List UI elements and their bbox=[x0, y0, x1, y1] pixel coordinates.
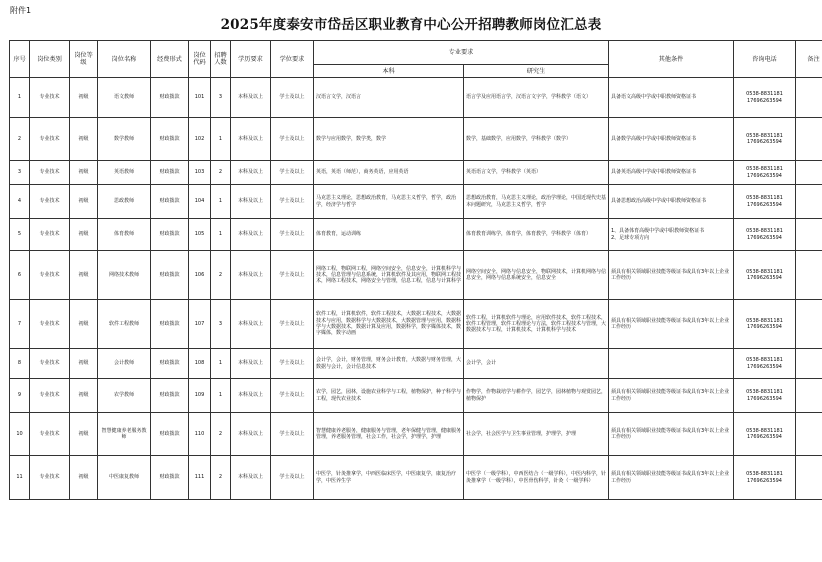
header-phone: 咨询电话 bbox=[734, 41, 796, 78]
header-remark: 备注 bbox=[796, 41, 822, 78]
cell-other: 具备思想政治高级中学或中职教师资格证书 bbox=[609, 185, 734, 219]
cell-phone: 0538-8831181 17696263594 bbox=[734, 349, 796, 379]
cell-bachelor: 体育教育，运动训练 bbox=[314, 219, 464, 251]
cell-education: 本科及以上 bbox=[231, 219, 271, 251]
header-post-name: 岗位名称 bbox=[98, 41, 151, 78]
cell-post-name: 体育教师 bbox=[98, 219, 151, 251]
cell-phone: 0538-8831181 17696263594 bbox=[734, 161, 796, 185]
table-row bbox=[10, 349, 822, 379]
header-grade: 岗位等级 bbox=[70, 41, 98, 78]
cell-category: 专业技术 bbox=[30, 379, 70, 413]
cell-other: 具备数学高级中学或中职教师资格证书 bbox=[609, 118, 734, 161]
table-row bbox=[10, 78, 822, 118]
header-count: 招聘人数 bbox=[211, 41, 231, 78]
cell-graduate: 数学，基础数学，应用数学，学科教学（数学） bbox=[464, 118, 609, 161]
cell-phone: 0538-8831181 17696263594 bbox=[734, 413, 796, 456]
cell-bachelor: 汉语言文学，汉语言 bbox=[314, 78, 464, 118]
cell-phone: 0538-8831181 17696263594 bbox=[734, 300, 796, 349]
cell-bachelor: 智慧健康养老服务，健康服务与管理，老年保健与管理，健康服务管理，养老服务管理，社会工作，社会学，护理学，护理 bbox=[314, 413, 464, 456]
cell-degree: 学士及以上 bbox=[271, 379, 314, 413]
cell-post-code: 101 bbox=[189, 78, 211, 118]
cell-education: 本科及以上 bbox=[231, 349, 271, 379]
cell-graduate: 英语语言文学，学科教学（英语） bbox=[464, 161, 609, 185]
header-post-code: 岗位代码 bbox=[189, 41, 211, 78]
cell-bachelor: 农学，园艺，园林，设施农业科学与工程，植物保护，种子科学与工程，现代农业技术 bbox=[314, 379, 464, 413]
table-row bbox=[10, 219, 822, 251]
cell-remark bbox=[796, 456, 822, 500]
cell-remark bbox=[796, 78, 822, 118]
cell-funding: 财政拨款 bbox=[151, 300, 189, 349]
cell-count: 1 bbox=[211, 185, 231, 219]
cell-graduate: 思想政治教育，马克思主义理论，政治学理论，中国近现代史基本问题研究，马克思主义哲学，哲学 bbox=[464, 185, 609, 219]
cell-post-code: 102 bbox=[189, 118, 211, 161]
cell-category: 专业技术 bbox=[30, 118, 70, 161]
cell-bachelor: 英语，英语（师范），商务英语，应用英语 bbox=[314, 161, 464, 185]
cell-other: 须具有相关领域职业技能等级证书或具有3年以上企业工作经历 bbox=[609, 251, 734, 300]
cell-post-name: 数学教师 bbox=[98, 118, 151, 161]
cell-post-name: 语文教师 bbox=[98, 78, 151, 118]
cell-seq: 4 bbox=[10, 185, 30, 219]
cell-funding: 财政拨款 bbox=[151, 161, 189, 185]
cell-seq: 1 bbox=[10, 78, 30, 118]
cell-grade: 初级 bbox=[70, 118, 98, 161]
cell-post-code: 103 bbox=[189, 161, 211, 185]
cell-seq: 6 bbox=[10, 251, 30, 300]
cell-bachelor: 软件工程，计算机软件，软件工程技术，大数据工程技术，大数据技术与应用，数据科学与大数据技术，大数据管理与应用，数据科学与大数据技术，数据计算及应用，数据科学，数字媒体技术，数字媒体，数字动画 bbox=[314, 300, 464, 349]
cell-count: 1 bbox=[211, 349, 231, 379]
cell-post-name: 智慧健康养老服务教师 bbox=[98, 413, 151, 456]
cell-degree: 学士及以上 bbox=[271, 300, 314, 349]
cell-degree: 学士及以上 bbox=[271, 349, 314, 379]
cell-category: 专业技术 bbox=[30, 456, 70, 500]
cell-graduate: 软件工程，计算机软件与理论，应用软件技术，软件工程技术，软件工程管理，软件工程理论与方法，软件工程技术与管理，大数据技术与工程，计算机技术，计算机科学与技术 bbox=[464, 300, 609, 349]
cell-degree: 学士及以上 bbox=[271, 185, 314, 219]
cell-degree: 学士及以上 bbox=[271, 251, 314, 300]
cell-post-name: 网络技术教师 bbox=[98, 251, 151, 300]
header-graduate: 研究生 bbox=[464, 65, 609, 78]
header-education: 学历要求 bbox=[231, 41, 271, 78]
cell-other: 具备语文高级中学或中职教师资格证书 bbox=[609, 78, 734, 118]
table-row bbox=[10, 118, 822, 161]
cell-graduate: 网络空间安全，网络与信息安全，物联网技术，计算机网络与信息安全，网络与信息系统安全，信息安全 bbox=[464, 251, 609, 300]
cell-category: 专业技术 bbox=[30, 185, 70, 219]
cell-other: 具备英语高级中学或中职教师资格证书 bbox=[609, 161, 734, 185]
cell-post-name: 会计教师 bbox=[98, 349, 151, 379]
cell-count: 1 bbox=[211, 219, 231, 251]
cell-count: 3 bbox=[211, 300, 231, 349]
cell-remark bbox=[796, 251, 822, 300]
cell-seq: 7 bbox=[10, 300, 30, 349]
table-row bbox=[10, 161, 822, 185]
cell-education: 本科及以上 bbox=[231, 185, 271, 219]
cell-phone: 0538-8831181 17696263594 bbox=[734, 456, 796, 500]
cell-seq: 3 bbox=[10, 161, 30, 185]
cell-phone: 0538-8831181 17696263594 bbox=[734, 185, 796, 219]
header-degree: 学位要求 bbox=[271, 41, 314, 78]
cell-other bbox=[609, 349, 734, 379]
cell-education: 本科及以上 bbox=[231, 161, 271, 185]
cell-phone: 0538-8831181 17696263594 bbox=[734, 78, 796, 118]
cell-other: 须具有相关领域职业技能等级证书或具有3年以上企业工作经历 bbox=[609, 300, 734, 349]
cell-funding: 财政拨款 bbox=[151, 118, 189, 161]
table-row bbox=[10, 185, 822, 219]
cell-funding: 财政拨款 bbox=[151, 78, 189, 118]
cell-remark bbox=[796, 300, 822, 349]
cell-remark bbox=[796, 413, 822, 456]
table-row bbox=[10, 456, 822, 500]
cell-other: 1、具备体育高级中学或中职教师资格证书 2、足球专项方向 bbox=[609, 219, 734, 251]
cell-post-code: 108 bbox=[189, 349, 211, 379]
cell-count: 2 bbox=[211, 251, 231, 300]
cell-degree: 学士及以上 bbox=[271, 413, 314, 456]
cell-education: 本科及以上 bbox=[231, 300, 271, 349]
cell-category: 专业技术 bbox=[30, 219, 70, 251]
page-title: 2025年度泰安市岱岳区职业教育中心公开招聘教师岗位汇总表 bbox=[220, 17, 602, 33]
cell-phone: 0538-8831181 17696263594 bbox=[734, 219, 796, 251]
table-row bbox=[10, 300, 822, 349]
cell-remark bbox=[796, 185, 822, 219]
cell-seq: 2 bbox=[10, 118, 30, 161]
cell-post-code: 106 bbox=[189, 251, 211, 300]
cell-education: 本科及以上 bbox=[231, 413, 271, 456]
table-row bbox=[10, 413, 822, 456]
cell-post-code: 111 bbox=[189, 456, 211, 500]
cell-graduate: 语言学及应用语言学，汉语言文字学，学科教学（语文） bbox=[464, 78, 609, 118]
cell-seq: 5 bbox=[10, 219, 30, 251]
cell-count: 2 bbox=[211, 456, 231, 500]
header-other: 其他条件 bbox=[609, 41, 734, 78]
header-seq: 序号 bbox=[10, 41, 30, 78]
cell-bachelor: 中医学，针灸推拿学，中西医临床医学，中医康复学，康复治疗学，中医养生学 bbox=[314, 456, 464, 500]
cell-degree: 学士及以上 bbox=[271, 118, 314, 161]
cell-grade: 初级 bbox=[70, 78, 98, 118]
cell-seq: 10 bbox=[10, 413, 30, 456]
cell-phone: 0538-8831181 17696263594 bbox=[734, 379, 796, 413]
cell-graduate: 会计学，会计 bbox=[464, 349, 609, 379]
cell-grade: 初级 bbox=[70, 251, 98, 300]
cell-grade: 初级 bbox=[70, 413, 98, 456]
cell-post-code: 107 bbox=[189, 300, 211, 349]
cell-bachelor: 数学与应用数学，数学类，数学 bbox=[314, 118, 464, 161]
cell-bachelor: 会计学，会计，财务管理，财务会计教育，大数据与财务管理，大数据与会计，会计信息技术 bbox=[314, 349, 464, 379]
cell-other: 须具有相关领域职业技能等级证书或具有3年以上企业工作经历 bbox=[609, 413, 734, 456]
cell-other: 须具有相关领域职业技能等级证书或具有3年以上企业工作经历 bbox=[609, 456, 734, 500]
cell-funding: 财政拨款 bbox=[151, 349, 189, 379]
cell-grade: 初级 bbox=[70, 219, 98, 251]
cell-degree: 学士及以上 bbox=[271, 78, 314, 118]
cell-grade: 初级 bbox=[70, 379, 98, 413]
cell-graduate: 中医学（一级学科），中西医结合（一级学科），中医内科学，针灸推拿学（一级学科），中医骨伤科学，针灸（一级学科） bbox=[464, 456, 609, 500]
cell-post-name: 中医康复教师 bbox=[98, 456, 151, 500]
cell-education: 本科及以上 bbox=[231, 78, 271, 118]
cell-bachelor: 网络工程，物联网工程，网络空间安全，信息安全，计算机科学与技术，信息管理与信息系统，计算机软件及其应用，物联网工程技术，网络工程技术，网络安全与管理，信息工程，信息与计算科学 bbox=[314, 251, 464, 300]
cell-seq: 9 bbox=[10, 379, 30, 413]
cell-funding: 财政拨款 bbox=[151, 185, 189, 219]
cell-graduate: 体育教育训练学，体育学，体育教学，学科教学（体育） bbox=[464, 219, 609, 251]
cell-bachelor: 马克思主义理论，思想政治教育，马克思主义哲学，哲学，政治学，经济学与哲学 bbox=[314, 185, 464, 219]
cell-other: 须具有相关领域职业技能等级证书或具有3年以上企业工作经历 bbox=[609, 379, 734, 413]
cell-category: 专业技术 bbox=[30, 349, 70, 379]
cell-remark bbox=[796, 349, 822, 379]
cell-category: 专业技术 bbox=[30, 78, 70, 118]
cell-grade: 初级 bbox=[70, 161, 98, 185]
header-category: 岗位类别 bbox=[30, 41, 70, 78]
cell-post-code: 109 bbox=[189, 379, 211, 413]
cell-grade: 初级 bbox=[70, 349, 98, 379]
cell-phone: 0538-8831181 17696263594 bbox=[734, 251, 796, 300]
cell-education: 本科及以上 bbox=[231, 456, 271, 500]
cell-degree: 学士及以上 bbox=[271, 219, 314, 251]
cell-remark bbox=[796, 379, 822, 413]
cell-funding: 财政拨款 bbox=[151, 456, 189, 500]
cell-category: 专业技术 bbox=[30, 413, 70, 456]
cell-category: 专业技术 bbox=[30, 251, 70, 300]
cell-education: 本科及以上 bbox=[231, 379, 271, 413]
cell-count: 1 bbox=[211, 118, 231, 161]
cell-remark bbox=[796, 118, 822, 161]
cell-education: 本科及以上 bbox=[231, 251, 271, 300]
cell-funding: 财政拨款 bbox=[151, 379, 189, 413]
table-row bbox=[10, 251, 822, 300]
header-major-group: 专业要求 bbox=[314, 41, 609, 65]
cell-post-name: 软件工程教师 bbox=[98, 300, 151, 349]
cell-seq: 8 bbox=[10, 349, 30, 379]
cell-remark bbox=[796, 219, 822, 251]
cell-post-name: 思政教师 bbox=[98, 185, 151, 219]
cell-phone: 0538-8831181 17696263594 bbox=[734, 118, 796, 161]
cell-count: 1 bbox=[211, 379, 231, 413]
cell-count: 2 bbox=[211, 161, 231, 185]
recruitment-table bbox=[9, 40, 822, 500]
cell-post-code: 104 bbox=[189, 185, 211, 219]
cell-degree: 学士及以上 bbox=[271, 161, 314, 185]
cell-seq: 11 bbox=[10, 456, 30, 500]
cell-funding: 财政拨款 bbox=[151, 251, 189, 300]
cell-education: 本科及以上 bbox=[231, 118, 271, 161]
cell-post-code: 110 bbox=[189, 413, 211, 456]
cell-remark bbox=[796, 161, 822, 185]
annex-label: 附件1 bbox=[10, 6, 32, 15]
header-bachelor: 本科 bbox=[314, 65, 464, 78]
cell-graduate: 社会学，社会医学与卫生事业管理，护理学，护理 bbox=[464, 413, 609, 456]
table-row bbox=[10, 379, 822, 413]
cell-funding: 财政拨款 bbox=[151, 413, 189, 456]
cell-funding: 财政拨款 bbox=[151, 219, 189, 251]
cell-degree: 学士及以上 bbox=[271, 456, 314, 500]
cell-grade: 初级 bbox=[70, 456, 98, 500]
cell-category: 专业技术 bbox=[30, 161, 70, 185]
cell-count: 2 bbox=[211, 413, 231, 456]
header-funding: 经费形式 bbox=[151, 41, 189, 78]
cell-grade: 初级 bbox=[70, 300, 98, 349]
cell-post-name: 英语教师 bbox=[98, 161, 151, 185]
cell-grade: 初级 bbox=[70, 185, 98, 219]
cell-post-name: 农学教师 bbox=[98, 379, 151, 413]
cell-post-code: 105 bbox=[189, 219, 211, 251]
cell-graduate: 作物学，作物栽培学与耕作学，园艺学，园林植物与观赏园艺，植物保护 bbox=[464, 379, 609, 413]
cell-category: 专业技术 bbox=[30, 300, 70, 349]
cell-count: 3 bbox=[211, 78, 231, 118]
